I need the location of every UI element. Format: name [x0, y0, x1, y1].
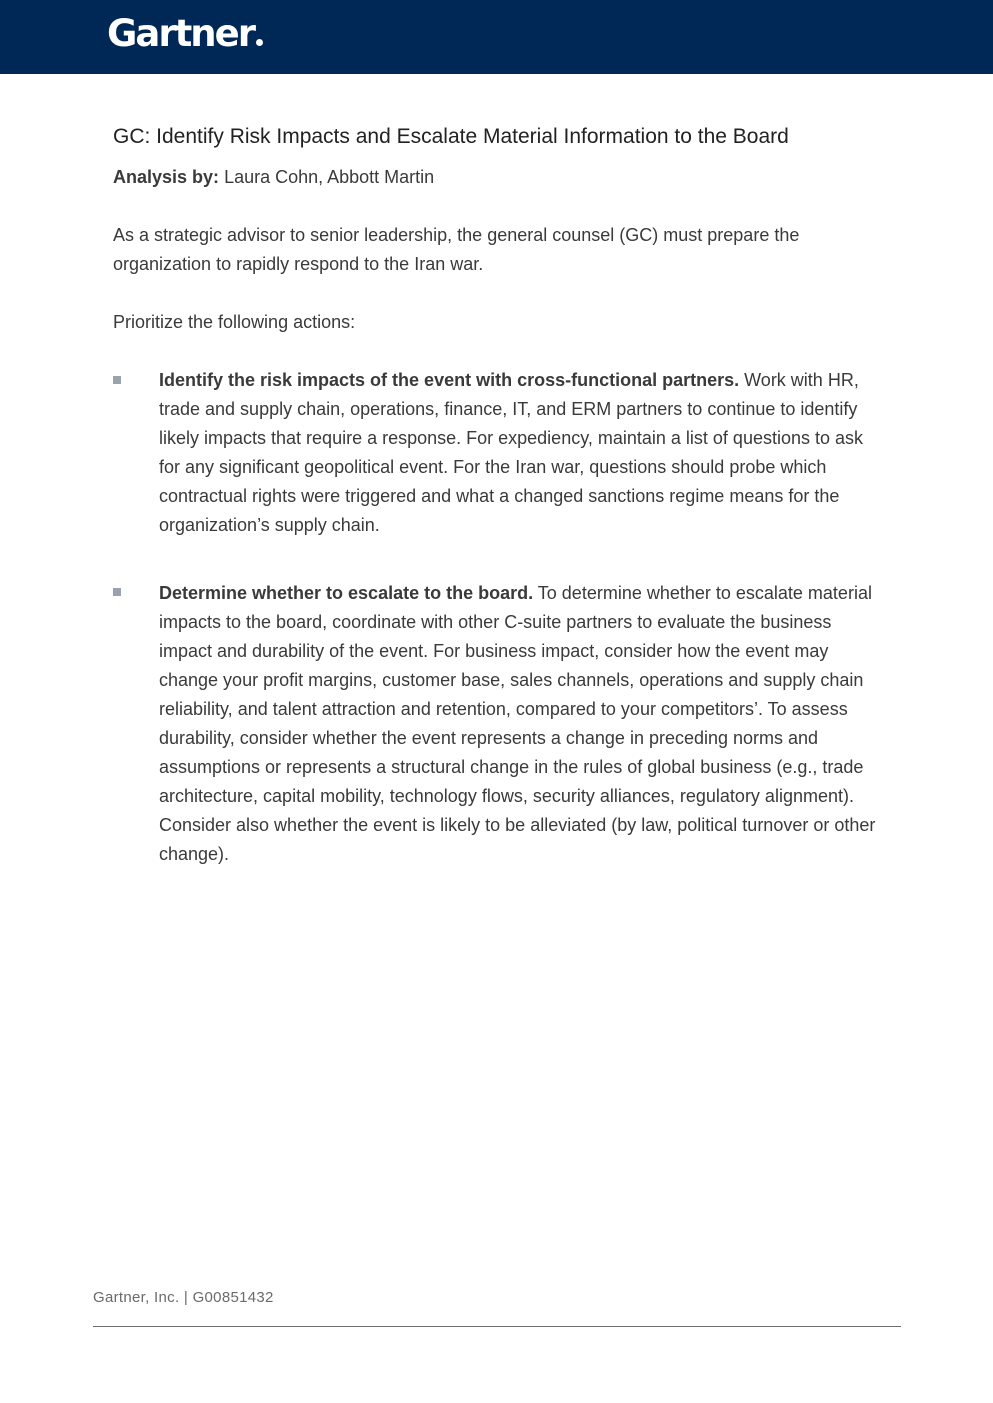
action-item: [159, 366, 884, 540]
byline-label: Analysis by:: [113, 167, 220, 187]
document-title: GC: Identify Risk Impacts and Escalate Material Information to the Board: [113, 125, 789, 148]
gartner-logo: [107, 12, 263, 56]
prioritize-heading: Prioritize the following actions:: [113, 312, 356, 332]
header-bar: [0, 0, 993, 74]
square-bullet-icon: [113, 376, 121, 384]
action-lead: Determine whether to escalate to the board.: [159, 583, 534, 603]
byline: [113, 163, 434, 191]
action-item: [159, 579, 884, 869]
logo-dot-icon: [256, 39, 263, 46]
action-body: To determine whether to escalate material impacts to the board, coordinate with other C-suite partners to evaluate the business impact and durability of the event. For business impact, consider how the event may change your profit margins, customer base, sales channels, operations and supply chain reliability, and talent attraction and retention, compared to your competitors’. To assess durability, consider whether the event represents a change in preceding norms and assumptions or represents a structural change in the rules of global business (e.g., trade architecture, capital mobility, technology flows, security alliances, regulatory alignment). Consider also whether the event is likely to be alleviated (by law, political turnover or other change).: [159, 583, 876, 864]
byline-authors: Laura Cohn, Abbott Martin: [224, 167, 435, 187]
action-lead: Identify the risk impacts of the event with cross-functional partners.: [159, 370, 740, 390]
footer-text: Gartner, Inc. | G00851432: [93, 1289, 274, 1306]
logo-text: Gartner: [107, 12, 254, 55]
action-body: Work with HR, trade and supply chain, operations, finance, IT, and ERM partners to continue to identify likely impacts that require a response. For expediency, maintain a list of questions to ask for any significant geopolitical event. For the Iran war, questions should probe which contractual rights were triggered and what a changed sanctions regime means for the organization’s supply chain.: [159, 370, 864, 535]
intro-paragraph: As a strategic advisor to senior leadership, the general counsel (GC) must prepare the organization to rapidly respond to the Iran war.: [113, 225, 800, 274]
square-bullet-icon: [113, 588, 121, 596]
footer-divider: [93, 1326, 901, 1327]
